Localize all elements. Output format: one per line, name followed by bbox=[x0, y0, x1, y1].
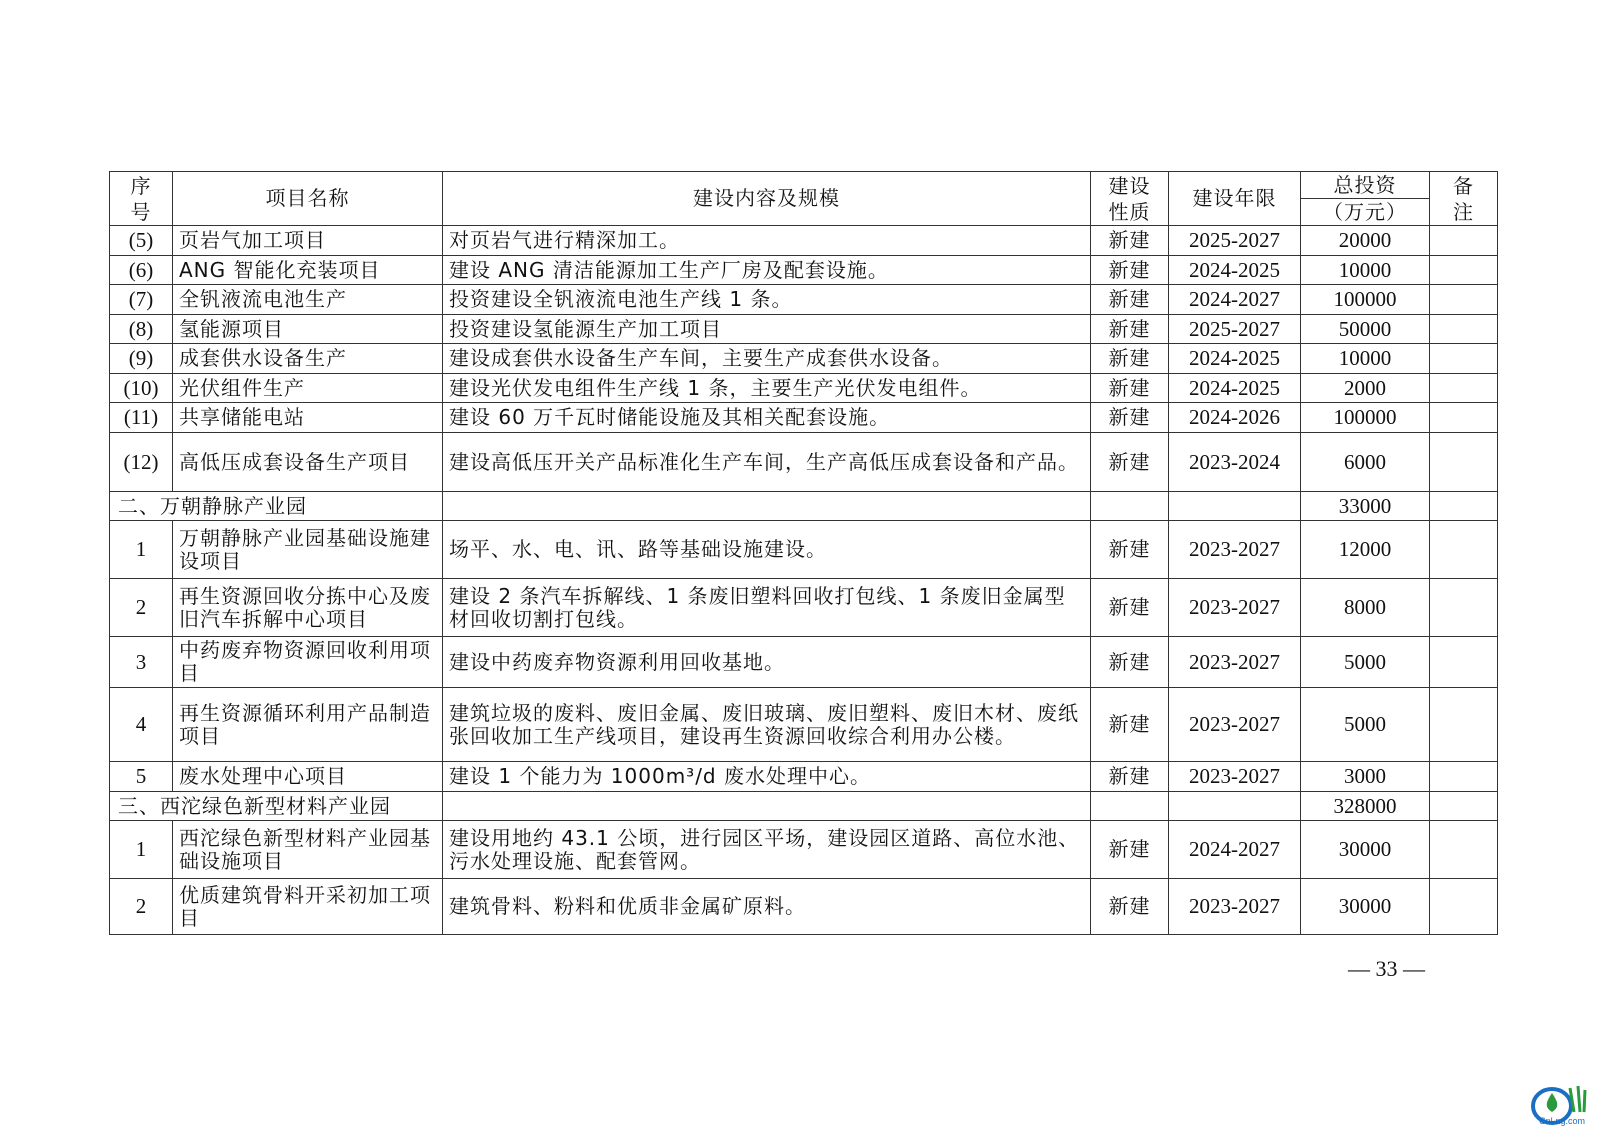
seq-cell: 3 bbox=[110, 637, 173, 688]
section-row bbox=[110, 492, 1498, 521]
nature-cell: 新建 bbox=[1091, 226, 1169, 256]
nature-cell: 新建 bbox=[1091, 521, 1169, 579]
content-cell: 建筑垃圾的废料、废旧金属、废旧玻璃、废旧塑料、废旧木材、废纸张回收加工生产线项目，建设再生资源回收综合利用办公楼。 bbox=[443, 688, 1091, 762]
content-cell bbox=[443, 492, 1091, 521]
seq-cell: (6) bbox=[110, 256, 173, 285]
project-name-cell: 成套供水设备生产 bbox=[173, 344, 443, 374]
table-row bbox=[110, 521, 1498, 579]
investment-cell: 20000 bbox=[1301, 226, 1430, 256]
nature-cell: 新建 bbox=[1091, 315, 1169, 344]
remark-cell bbox=[1430, 315, 1498, 344]
header-nature: 建设 性质 bbox=[1091, 172, 1169, 226]
remark-cell bbox=[1430, 256, 1498, 285]
seq-cell: 2 bbox=[110, 879, 173, 935]
investment-cell: 328000 bbox=[1301, 792, 1430, 821]
remark-cell bbox=[1430, 637, 1498, 688]
table-row bbox=[110, 256, 1498, 285]
section-title: 三、西沱绿色新型材料产业园 bbox=[110, 792, 443, 821]
remark-cell bbox=[1430, 492, 1498, 521]
table-row bbox=[110, 403, 1498, 433]
period-cell bbox=[1169, 492, 1301, 521]
project-name-cell: ANG 智能化充装项目 bbox=[173, 256, 443, 285]
investment-cell: 30000 bbox=[1301, 879, 1430, 935]
content-cell: 建设 2 条汽车拆解线、1 条废旧塑料回收打包线、1 条废旧金属型材回收切割打包线。 bbox=[443, 579, 1091, 637]
seq-cell: (10) bbox=[110, 374, 173, 403]
project-name-cell: 光伏组件生产 bbox=[173, 374, 443, 403]
page-number: — 33 — bbox=[1348, 956, 1425, 981]
period-cell: 2025-2027 bbox=[1169, 226, 1301, 256]
remark-cell bbox=[1430, 226, 1498, 256]
header-content: 建设内容及规模 bbox=[443, 172, 1091, 226]
header-investment-unit: （万元） bbox=[1301, 199, 1430, 226]
seq-cell: (5) bbox=[110, 226, 173, 256]
seq-cell: 5 bbox=[110, 762, 173, 792]
table-row bbox=[110, 285, 1498, 315]
period-cell bbox=[1169, 792, 1301, 821]
nature-cell bbox=[1091, 492, 1169, 521]
seq-cell: (8) bbox=[110, 315, 173, 344]
table-row bbox=[110, 879, 1498, 935]
project-name-cell: 再生资源回收分拣中心及废旧汽车拆解中心项目 bbox=[173, 579, 443, 637]
remark-cell bbox=[1430, 879, 1498, 935]
project-name-cell: 氢能源项目 bbox=[173, 315, 443, 344]
content-cell: 建设光伏发电组件生产线 1 条，主要生产光伏发电组件。 bbox=[443, 374, 1091, 403]
content-cell: 建设中药废弃物资源利用回收基地。 bbox=[443, 637, 1091, 688]
investment-cell: 33000 bbox=[1301, 492, 1430, 521]
header-investment-title: 总投资 bbox=[1301, 172, 1430, 199]
table-row bbox=[110, 433, 1498, 492]
project-name-cell: 中药废弃物资源回收利用项目 bbox=[173, 637, 443, 688]
nature-cell: 新建 bbox=[1091, 403, 1169, 433]
content-cell: 场平、水、电、讯、路等基础设施建设。 bbox=[443, 521, 1091, 579]
period-cell: 2024-2027 bbox=[1169, 821, 1301, 879]
content-cell: 建设成套供水设备生产车间，主要生产成套供水设备。 bbox=[443, 344, 1091, 374]
seq-cell: 4 bbox=[110, 688, 173, 762]
investment-cell: 2000 bbox=[1301, 374, 1430, 403]
remark-cell bbox=[1430, 688, 1498, 762]
project-table bbox=[109, 171, 1498, 935]
project-name-cell: 西沱绿色新型材料产业园基础设施项目 bbox=[173, 821, 443, 879]
period-cell: 2024-2027 bbox=[1169, 285, 1301, 315]
section-row bbox=[110, 792, 1498, 821]
nature-cell: 新建 bbox=[1091, 762, 1169, 792]
cnlng-logo-icon bbox=[1530, 1082, 1594, 1126]
nature-cell bbox=[1091, 792, 1169, 821]
investment-cell: 30000 bbox=[1301, 821, 1430, 879]
seq-cell: (7) bbox=[110, 285, 173, 315]
table-row bbox=[110, 315, 1498, 344]
investment-cell: 10000 bbox=[1301, 256, 1430, 285]
content-cell: 对页岩气进行精深加工。 bbox=[443, 226, 1091, 256]
content-cell: 建设 1 个能力为 1000m³/d 废水处理中心。 bbox=[443, 762, 1091, 792]
content-cell: 投资建设氢能源生产加工项目 bbox=[443, 315, 1091, 344]
table-row bbox=[110, 821, 1498, 879]
seq-cell: 2 bbox=[110, 579, 173, 637]
period-cell: 2024-2025 bbox=[1169, 344, 1301, 374]
remark-cell bbox=[1430, 762, 1498, 792]
remark-cell bbox=[1430, 403, 1498, 433]
seq-cell: (11) bbox=[110, 403, 173, 433]
seq-cell: 1 bbox=[110, 821, 173, 879]
period-cell: 2023-2024 bbox=[1169, 433, 1301, 492]
content-cell: 建设用地约 43.1 公顷，进行园区平场，建设园区道路、高位水池、污水处理设施、配套管网。 bbox=[443, 821, 1091, 879]
header-project-name: 项目名称 bbox=[173, 172, 443, 226]
investment-cell: 100000 bbox=[1301, 403, 1430, 433]
remark-cell bbox=[1430, 344, 1498, 374]
period-cell: 2024-2025 bbox=[1169, 256, 1301, 285]
nature-cell: 新建 bbox=[1091, 688, 1169, 762]
investment-cell: 12000 bbox=[1301, 521, 1430, 579]
section-title: 二、万朝静脉产业园 bbox=[110, 492, 443, 521]
remark-cell bbox=[1430, 821, 1498, 879]
nature-cell: 新建 bbox=[1091, 285, 1169, 315]
content-cell: 建设高低压开关产品标准化生产车间，生产高低压成套设备和产品。 bbox=[443, 433, 1091, 492]
project-name-cell: 废水处理中心项目 bbox=[173, 762, 443, 792]
investment-cell: 6000 bbox=[1301, 433, 1430, 492]
nature-cell: 新建 bbox=[1091, 256, 1169, 285]
nature-cell: 新建 bbox=[1091, 821, 1169, 879]
investment-cell: 100000 bbox=[1301, 285, 1430, 315]
content-cell: 建筑骨料、粉料和优质非金属矿原料。 bbox=[443, 879, 1091, 935]
project-name-cell: 共享储能电站 bbox=[173, 403, 443, 433]
project-name-cell: 优质建筑骨料开采初加工项目 bbox=[173, 879, 443, 935]
period-cell: 2023-2027 bbox=[1169, 879, 1301, 935]
seq-cell: (12) bbox=[110, 433, 173, 492]
investment-cell: 8000 bbox=[1301, 579, 1430, 637]
project-name-cell: 页岩气加工项目 bbox=[173, 226, 443, 256]
nature-cell: 新建 bbox=[1091, 879, 1169, 935]
table-row bbox=[110, 374, 1498, 403]
content-cell bbox=[443, 792, 1091, 821]
period-cell: 2024-2026 bbox=[1169, 403, 1301, 433]
period-cell: 2025-2027 bbox=[1169, 315, 1301, 344]
period-cell: 2023-2027 bbox=[1169, 637, 1301, 688]
remark-cell bbox=[1430, 433, 1498, 492]
period-cell: 2023-2027 bbox=[1169, 579, 1301, 637]
content-cell: 投资建设全钒液流电池生产线 1 条。 bbox=[443, 285, 1091, 315]
header-seq: 序 号 bbox=[110, 172, 173, 226]
period-cell: 2024-2025 bbox=[1169, 374, 1301, 403]
remark-cell bbox=[1430, 792, 1498, 821]
nature-cell: 新建 bbox=[1091, 344, 1169, 374]
project-name-cell: 再生资源循环利用产品制造项目 bbox=[173, 688, 443, 762]
nature-cell: 新建 bbox=[1091, 374, 1169, 403]
investment-cell: 5000 bbox=[1301, 688, 1430, 762]
svg-text:CnLng.com: CnLng.com bbox=[1538, 1116, 1586, 1126]
table-row bbox=[110, 762, 1498, 792]
nature-cell: 新建 bbox=[1091, 637, 1169, 688]
header-remark: 备 注 bbox=[1430, 172, 1498, 226]
period-cell: 2023-2027 bbox=[1169, 762, 1301, 792]
seq-cell: (9) bbox=[110, 344, 173, 374]
table-row bbox=[110, 579, 1498, 637]
investment-cell: 3000 bbox=[1301, 762, 1430, 792]
remark-cell bbox=[1430, 285, 1498, 315]
period-cell: 2023-2027 bbox=[1169, 688, 1301, 762]
project-name-cell: 高低压成套设备生产项目 bbox=[173, 433, 443, 492]
period-cell: 2023-2027 bbox=[1169, 521, 1301, 579]
project-name-cell: 全钒液流电池生产 bbox=[173, 285, 443, 315]
nature-cell: 新建 bbox=[1091, 579, 1169, 637]
table-row bbox=[110, 226, 1498, 256]
content-cell: 建设 60 万千瓦时储能设施及其相关配套设施。 bbox=[443, 403, 1091, 433]
header-period: 建设年限 bbox=[1169, 172, 1301, 226]
nature-cell: 新建 bbox=[1091, 433, 1169, 492]
investment-cell: 5000 bbox=[1301, 637, 1430, 688]
content-cell: 建设 ANG 清洁能源加工生产厂房及配套设施。 bbox=[443, 256, 1091, 285]
table-row bbox=[110, 344, 1498, 374]
remark-cell bbox=[1430, 579, 1498, 637]
project-name-cell: 万朝静脉产业园基础设施建设项目 bbox=[173, 521, 443, 579]
remark-cell bbox=[1430, 521, 1498, 579]
seq-cell: 1 bbox=[110, 521, 173, 579]
table-header-row bbox=[110, 172, 1498, 199]
investment-cell: 50000 bbox=[1301, 315, 1430, 344]
investment-cell: 10000 bbox=[1301, 344, 1430, 374]
table-row bbox=[110, 688, 1498, 762]
remark-cell bbox=[1430, 374, 1498, 403]
table-row bbox=[110, 637, 1498, 688]
